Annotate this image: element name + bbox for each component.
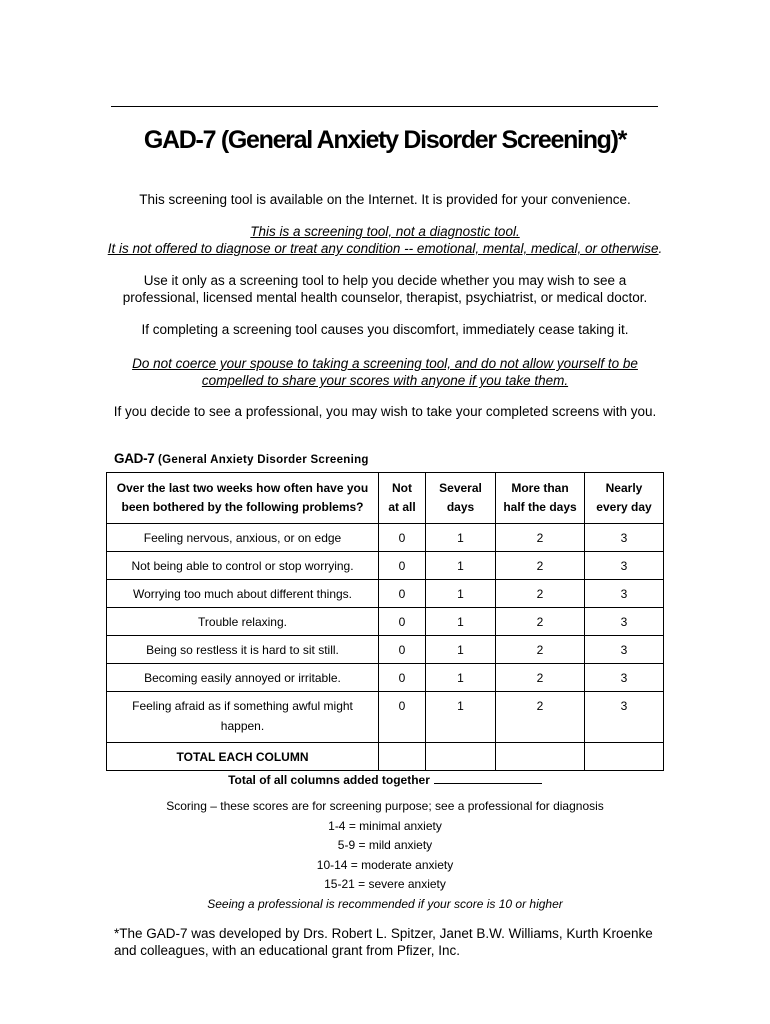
- coercion-line-1: Do not coerce your spouse to taking a screening tool, and do not allow yourself to be: [132, 356, 638, 371]
- score-cell[interactable]: 0: [379, 692, 426, 743]
- scoring-range-mild: 5-9 = mild anxiety: [337, 838, 433, 852]
- score-cell[interactable]: 2: [496, 552, 585, 580]
- score-cell[interactable]: 3: [585, 580, 664, 608]
- score-cell[interactable]: 1: [426, 636, 496, 664]
- score-cell[interactable]: 1: [426, 580, 496, 608]
- score-cell[interactable]: 0: [379, 608, 426, 636]
- score-cell[interactable]: 3: [585, 692, 664, 743]
- total-all-label: Total of all columns added together: [228, 773, 430, 787]
- score-cell[interactable]: 1: [426, 524, 496, 552]
- question-cell: Feeling nervous, anxious, or on edge: [107, 524, 379, 552]
- intro-usage: [60, 272, 710, 306]
- score-cell[interactable]: 3: [585, 524, 664, 552]
- header-col2-line-2: days: [446, 500, 475, 514]
- intro-availability: This screening tool is available on the Internet. It is provided for your convenience.: [139, 192, 631, 207]
- header-not-at-all: [379, 473, 426, 524]
- table-row: [107, 524, 664, 552]
- scoring-range-severe: 15-21 = severe anxiety: [324, 877, 446, 891]
- question-cell: [107, 692, 379, 743]
- question-cell: Being so restless it is hard to sit still.: [107, 636, 379, 664]
- question-line-1: Feeling afraid as if something awful might: [132, 699, 353, 713]
- total-several-days-field[interactable]: [426, 743, 496, 771]
- total-nearly-every-day-field[interactable]: [585, 743, 664, 771]
- header-col1-line-2: at all: [388, 500, 416, 514]
- intro-disclaimer: [60, 223, 710, 257]
- score-cell[interactable]: 3: [585, 664, 664, 692]
- header-col3-line-2: half the days: [503, 500, 577, 514]
- table-row: [107, 664, 664, 692]
- page-title: GAD-7 (General Anxiety Disorder Screening)*: [143, 126, 627, 154]
- table-heading-rest: (General Anxiety Disorder Screening: [154, 454, 369, 466]
- usage-line-2: professional, licensed mental health counselor, therapist, psychiatrist, or medical doctor.: [122, 290, 648, 305]
- header-several-days: [426, 473, 496, 524]
- total-more-than-half-field[interactable]: [496, 743, 585, 771]
- question-cell: Worrying too much about different things.: [107, 580, 379, 608]
- header-nearly-every-day: [585, 473, 664, 524]
- table-row: [107, 692, 664, 743]
- scoring-range-moderate: 10-14 = moderate anxiety: [316, 857, 454, 872]
- intro-professional: If you decide to see a professional, you may wish to take your completed screens with you.: [113, 404, 657, 419]
- total-row: [107, 743, 664, 771]
- disclaimer-line-2-text: It is not offered to diagnose or treat any condition -- emotional, mental, medical, or otherwise: [107, 241, 659, 256]
- attribution-footnote: [114, 925, 674, 959]
- top-divider: [111, 106, 658, 107]
- score-cell[interactable]: 1: [426, 664, 496, 692]
- coercion-line-2: compelled to share your scores with anyone if you take them.: [201, 373, 569, 388]
- intro-discomfort: If completing a screening tool causes you discomfort, immediately cease taking it.: [141, 322, 629, 337]
- score-cell[interactable]: 2: [496, 636, 585, 664]
- score-cell[interactable]: 2: [496, 692, 585, 743]
- question-cell: Trouble relaxing.: [107, 608, 379, 636]
- header-question-line-2: been bothered by the following problems?: [121, 500, 364, 514]
- table-row: [107, 608, 664, 636]
- footnote-line-1: *The GAD-7 was developed by Drs. Robert L. Spitzer, Janet B.W. Williams, Kurth Kroenke: [114, 926, 653, 941]
- header-question-line-1: Over the last two weeks how often have you: [116, 481, 369, 495]
- header-col4-line-1: Nearly: [605, 481, 643, 495]
- score-cell[interactable]: 0: [379, 552, 426, 580]
- table-header-row: [107, 473, 664, 524]
- total-not-at-all-field[interactable]: [379, 743, 426, 771]
- scoring-recommendation: Seeing a professional is recommended if your score is 10 or higher: [207, 896, 563, 911]
- header-question: [107, 473, 379, 524]
- table-heading: [114, 451, 369, 466]
- score-cell[interactable]: 3: [585, 552, 664, 580]
- total-all-blank-field[interactable]: [434, 773, 542, 784]
- intro-coercion-warning: [60, 355, 710, 389]
- scoring-section: [0, 797, 770, 914]
- header-col2-line-1: Several: [439, 481, 482, 495]
- score-cell[interactable]: 0: [379, 664, 426, 692]
- score-cell[interactable]: 1: [426, 552, 496, 580]
- score-cell[interactable]: 3: [585, 608, 664, 636]
- question-cell: Not being able to control or stop worrying.: [107, 552, 379, 580]
- table-row: [107, 580, 664, 608]
- score-cell[interactable]: 2: [496, 664, 585, 692]
- score-cell[interactable]: 2: [496, 524, 585, 552]
- header-col1-line-1: Not: [392, 481, 412, 495]
- gad7-table: [106, 472, 664, 771]
- score-cell[interactable]: 0: [379, 580, 426, 608]
- score-cell[interactable]: 0: [379, 524, 426, 552]
- header-more-than-half: [496, 473, 585, 524]
- score-cell[interactable]: 0: [379, 636, 426, 664]
- score-cell[interactable]: 2: [496, 580, 585, 608]
- score-cell[interactable]: 2: [496, 608, 585, 636]
- scoring-range-minimal: 1-4 = minimal anxiety: [328, 818, 442, 833]
- question-cell: Becoming easily annoyed or irritable.: [107, 664, 379, 692]
- score-cell[interactable]: 1: [426, 692, 496, 743]
- scoring-intro: Scoring – these scores are for screening purpose; see a professional for diagnosis: [166, 799, 604, 813]
- total-all-columns: [0, 773, 770, 787]
- score-cell[interactable]: 3: [585, 636, 664, 664]
- question-line-2: happen.: [220, 719, 265, 733]
- usage-line-1: Use it only as a screening tool to help you decide whether you may wish to see a: [143, 273, 627, 288]
- footnote-line-2: and colleagues, with an educational grant from Pfizer, Inc.: [114, 943, 460, 958]
- header-col4-line-2: every day: [596, 500, 652, 514]
- table-row: [107, 552, 664, 580]
- disclaimer-line-1: This is a screening tool, not a diagnostic tool.: [250, 224, 520, 239]
- score-cell[interactable]: 1: [426, 608, 496, 636]
- disclaimer-line-2: It is not offered to diagnose or treat any condition -- emotional, mental, medical, or otherwise.: [107, 241, 663, 256]
- header-col3-line-1: More than: [511, 481, 569, 495]
- table-heading-acronym: GAD-7: [114, 451, 155, 466]
- total-label: TOTAL EACH COLUMN: [107, 743, 379, 771]
- table-row: [107, 636, 664, 664]
